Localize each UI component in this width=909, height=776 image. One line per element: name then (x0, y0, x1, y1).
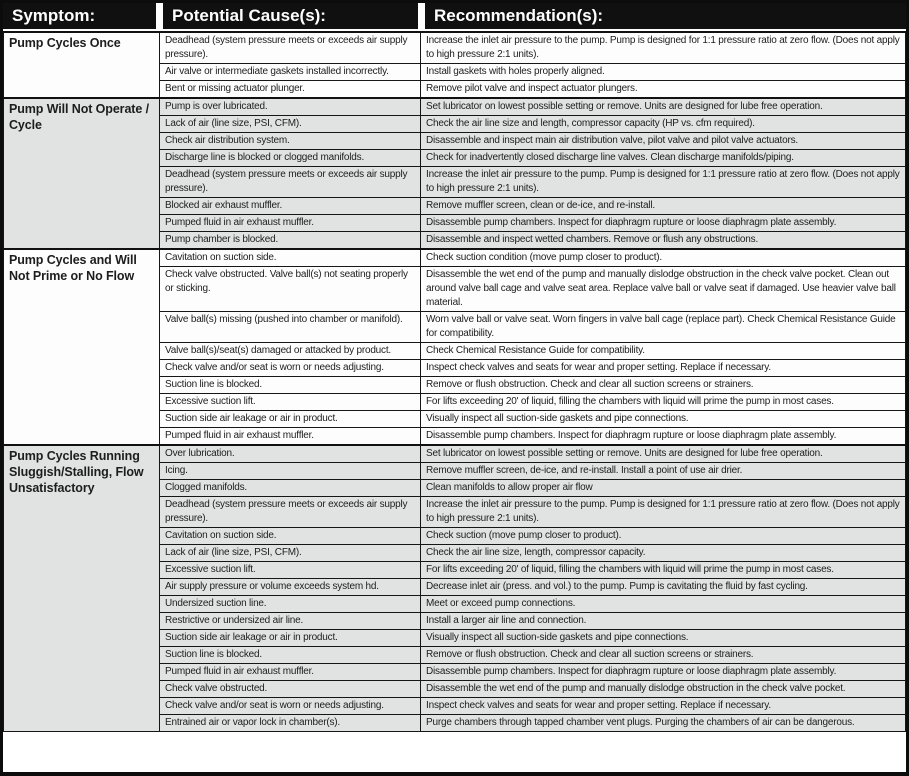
symptom-cell: Pump Cycles and Will Not Prime or No Flow (4, 249, 160, 445)
recommendation-cell: Check suction (move pump closer to product). (421, 528, 906, 545)
table-row (4, 445, 906, 463)
cause-cell: Blocked air exhaust muffler. (160, 198, 421, 215)
cause-cell: Undersized suction line. (160, 596, 421, 613)
header-symptom: Symptom: (3, 3, 156, 29)
recommendation-cell: Remove muffler screen, de-ice, and re-install. Install a point of use air drier. (421, 463, 906, 480)
cause-cell: Cavitation on suction side. (160, 528, 421, 545)
cause-cell: Pumped fluid in air exhaust muffler. (160, 664, 421, 681)
recommendation-cell: Visually inspect all suction-side gaskets and pipe connections. (421, 411, 906, 428)
recommendation-cell: Disassemble pump chambers. Inspect for diaphragm rupture or loose diaphragm plate assembly. (421, 428, 906, 446)
cause-cell: Excessive suction lift. (160, 394, 421, 411)
table-row (4, 98, 906, 116)
recommendation-cell: Worn valve ball or valve seat. Worn fingers in valve ball cage (replace part). Check Chemical Resistance Guide for compatibility. (421, 312, 906, 343)
cause-cell: Deadhead (system pressure meets or exceeds air supply pressure). (160, 497, 421, 528)
cause-cell: Pumped fluid in air exhaust muffler. (160, 428, 421, 446)
cause-cell: Suction line is blocked. (160, 377, 421, 394)
recommendation-cell: Clean manifolds to allow proper air flow (421, 480, 906, 497)
cause-cell: Suction line is blocked. (160, 647, 421, 664)
cause-cell: Restrictive or undersized air line. (160, 613, 421, 630)
recommendation-cell: Increase the inlet air pressure to the pump. Pump is designed for 1:1 pressure ratio at zero flow. (Does not apply to high pressure 2:1 units). (421, 32, 906, 64)
symptom-section (4, 32, 906, 98)
symptom-section (4, 445, 906, 732)
cause-cell: Deadhead (system pressure meets or exceeds air supply pressure). (160, 167, 421, 198)
recommendation-cell: Decrease inlet air (press. and vol.) to the pump. Pump is cavitating the fluid by fast cycling. (421, 579, 906, 596)
cause-cell: Discharge line is blocked or clogged manifolds. (160, 150, 421, 167)
cause-cell: Excessive suction lift. (160, 562, 421, 579)
symptom-cell: Pump Will Not Operate / Cycle (4, 98, 160, 249)
recommendation-cell: Purge chambers through tapped chamber vent plugs. Purging the chambers of air can be dangerous. (421, 715, 906, 732)
recommendation-cell: Disassemble the wet end of the pump and manually dislodge obstruction in the check valve pocket. (421, 681, 906, 698)
cause-cell: Suction side air leakage or air in product. (160, 411, 421, 428)
troubleshooting-table (3, 31, 906, 732)
recommendation-cell: For lifts exceeding 20' of liquid, filling the chambers with liquid will prime the pump in most cases. (421, 562, 906, 579)
recommendation-cell: Disassemble and inspect wetted chambers. Remove or flush any obstructions. (421, 232, 906, 250)
cause-cell: Clogged manifolds. (160, 480, 421, 497)
recommendation-cell: Check Chemical Resistance Guide for compatibility. (421, 343, 906, 360)
recommendation-cell: Set lubricator on lowest possible setting or remove. Units are designed for lube free operation. (421, 98, 906, 116)
cause-cell: Deadhead (system pressure meets or exceeds air supply pressure). (160, 32, 421, 64)
cause-cell: Valve ball(s)/seat(s) damaged or attacked by product. (160, 343, 421, 360)
recommendation-cell: Install gaskets with holes properly aligned. (421, 64, 906, 81)
recommendation-cell: Install a larger air line and connection. (421, 613, 906, 630)
cause-cell: Bent or missing actuator plunger. (160, 81, 421, 99)
recommendation-cell: Set lubricator on lowest possible setting or remove. Units are designed for lube free operation. (421, 445, 906, 463)
recommendation-cell: Check the air line size, length, compressor capacity. (421, 545, 906, 562)
cause-cell: Check air distribution system. (160, 133, 421, 150)
recommendation-cell: Increase the inlet air pressure to the pump. Pump is designed for 1:1 pressure ratio at zero flow. (Does not apply to high pressure 2:1 units). (421, 497, 906, 528)
recommendation-cell: Disassemble pump chambers. Inspect for diaphragm rupture or loose diaphragm plate assembly. (421, 215, 906, 232)
cause-cell: Pump chamber is blocked. (160, 232, 421, 250)
recommendation-cell: Disassemble and inspect main air distribution valve, pilot valve and pilot valve actuators. (421, 133, 906, 150)
recommendation-cell: Meet or exceed pump connections. (421, 596, 906, 613)
header-recommendation: Recommendation(s): (425, 3, 906, 29)
cause-cell: Valve ball(s) missing (pushed into chamber or manifold). (160, 312, 421, 343)
cause-cell: Check valve obstructed. (160, 681, 421, 698)
recommendation-cell: Check for inadvertently closed discharge line valves. Clean discharge manifolds/piping. (421, 150, 906, 167)
cause-cell: Over lubrication. (160, 445, 421, 463)
symptom-cell: Pump Cycles Once (4, 32, 160, 98)
recommendation-cell: Inspect check valves and seats for wear and proper setting. Replace if necessary. (421, 698, 906, 715)
cause-cell: Check valve and/or seat is worn or needs adjusting. (160, 698, 421, 715)
recommendation-cell: Remove or flush obstruction. Check and clear all suction screens or strainers. (421, 377, 906, 394)
cause-cell: Pumped fluid in air exhaust muffler. (160, 215, 421, 232)
header-potential-cause: Potential Cause(s): (163, 3, 418, 29)
cause-cell: Air supply pressure or volume exceeds system hd. (160, 579, 421, 596)
cause-cell: Pump is over lubricated. (160, 98, 421, 116)
recommendation-cell: Visually inspect all suction-side gaskets and pipe connections. (421, 630, 906, 647)
table-row (4, 249, 906, 267)
symptom-section (4, 249, 906, 445)
cause-cell: Icing. (160, 463, 421, 480)
cause-cell: Lack of air (line size, PSI, CFM). (160, 116, 421, 133)
cause-cell: Lack of air (line size, PSI, CFM). (160, 545, 421, 562)
symptom-cell: Pump Cycles Running Sluggish/Stalling, Flow Unsatisfactory (4, 445, 160, 732)
recommendation-cell: Check the air line size and length, compressor capacity (HP vs. cfm required). (421, 116, 906, 133)
table-header (3, 3, 906, 29)
table-row (4, 32, 906, 64)
cause-cell: Check valve and/or seat is worn or needs adjusting. (160, 360, 421, 377)
cause-cell: Cavitation on suction side. (160, 249, 421, 267)
cause-cell: Suction side air leakage or air in product. (160, 630, 421, 647)
recommendation-cell: For lifts exceeding 20' of liquid, filling the chambers with liquid will prime the pump in most cases. (421, 394, 906, 411)
cause-cell: Entrained air or vapor lock in chamber(s). (160, 715, 421, 732)
recommendation-cell: Disassemble the wet end of the pump and manually dislodge obstruction in the check valve pocket. Clean out around valve ball cage and valve seat area. Replace valve ball or valve seat if damaged. Use heavier valve ball material. (421, 267, 906, 312)
recommendation-cell: Check suction condition (move pump closer to product). (421, 249, 906, 267)
recommendation-cell: Increase the inlet air pressure to the pump. Pump is designed for 1:1 pressure ratio at zero flow. (Does not apply to high pressure 2:1 units). (421, 167, 906, 198)
recommendation-cell: Disassemble pump chambers. Inspect for diaphragm rupture or loose diaphragm plate assembly. (421, 664, 906, 681)
recommendation-cell: Remove muffler screen, clean or de-ice, and re-install. (421, 198, 906, 215)
recommendation-cell: Inspect check valves and seats for wear and proper setting. Replace if necessary. (421, 360, 906, 377)
symptom-section (4, 98, 906, 249)
cause-cell: Air valve or intermediate gaskets installed incorrectly. (160, 64, 421, 81)
cause-cell: Check valve obstructed. Valve ball(s) not seating properly or sticking. (160, 267, 421, 312)
recommendation-cell: Remove or flush obstruction. Check and clear all suction screens or strainers. (421, 647, 906, 664)
recommendation-cell: Remove pilot valve and inspect actuator plungers. (421, 81, 906, 99)
